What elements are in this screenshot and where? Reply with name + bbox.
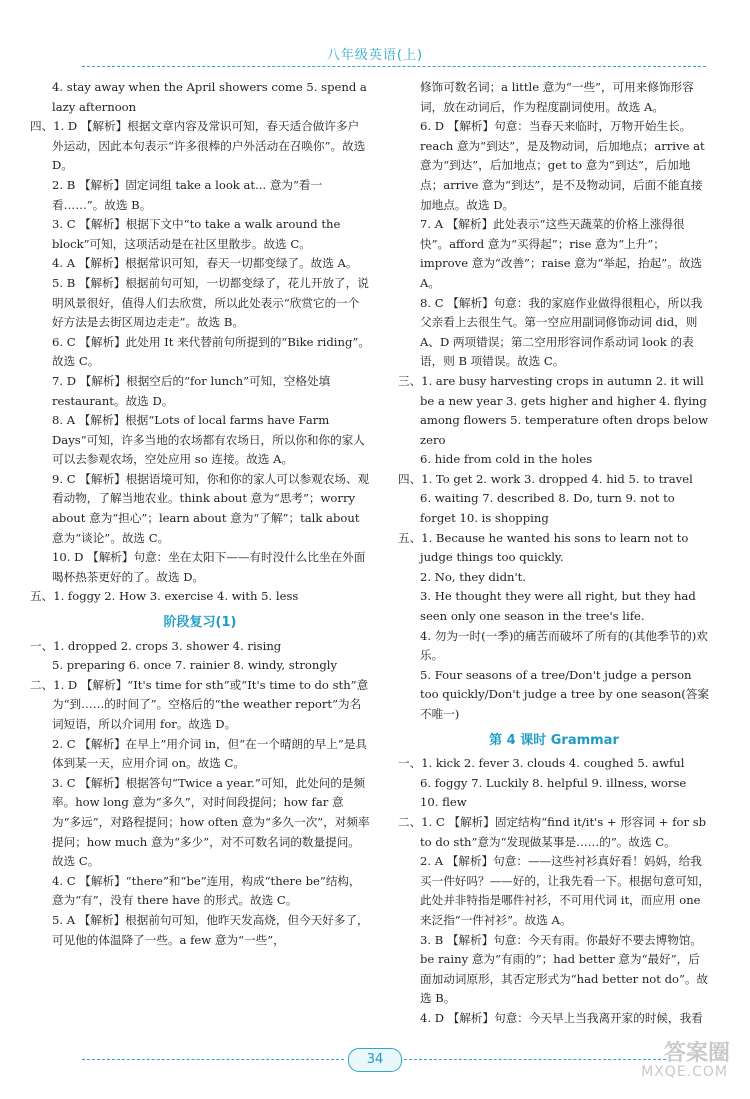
answer-item: 二、1. D 【解析】“It's time for sth”或“It's time to do sth”意为“到……的时间了”。空格后的“the weather report”为名词短语，所以介词用 for。故选 D。 bbox=[30, 677, 369, 731]
answer-item: 2. A 【解析】句意：——这些衬衫真好看！妈妈，给我买一件好吗？——好的，让我先看一下。根据句意可知，此处并非特指是哪件衬衫，不可用代词 it，而应用 one 来泛指“一件衬衫”。故选 A。 bbox=[420, 854, 710, 927]
answer-line: 4. stay away when the April showers come 5. spend a lazy afternoon bbox=[52, 80, 367, 114]
answer-line: 10. flew bbox=[420, 795, 467, 810]
left-column bbox=[30, 78, 370, 950]
answer-item: 7. D 【解析】根据空后的“for lunch”可知，空格处填 restaurant。故选 D。 bbox=[52, 373, 331, 408]
answer-item: 4. A 【解析】根据常识可知，春天一切都变绿了。故选 A。 bbox=[52, 256, 358, 271]
book-title: 八年级英语(上) bbox=[326, 48, 424, 63]
footer-divider-left bbox=[82, 1059, 344, 1060]
watermark-logo: 答案圈 bbox=[663, 1041, 730, 1066]
answer-item: 2. B 【解析】固定词组 take a look at... 意为“看一看……”。故选 B。 bbox=[52, 177, 323, 212]
answer-line: 四、1. To get 2. work 3. dropped 4. hid 5. to travel bbox=[398, 471, 693, 486]
answer-item: 2. C 【解析】在早上”用介词 in，但“在一个晴朗的早上”是具体到某一天，应用介词 on。故选 C。 bbox=[52, 736, 368, 771]
right-column bbox=[398, 78, 710, 1029]
section-heading: 第 4 课时 Grammar bbox=[489, 732, 619, 748]
page-number: 34 bbox=[348, 1048, 402, 1072]
answer-line: 一、1. dropped 2. crops 3. shower 4. rising bbox=[30, 638, 282, 653]
answer-item: 5. Four seasons of a tree/Don't judge a person too quickly/Don't judge a tree by one season(答案不唯一) bbox=[420, 667, 709, 721]
page-header bbox=[0, 0, 750, 70]
header-divider bbox=[82, 66, 706, 67]
answer-item: 7. A 【解析】此处表示“这些天蔬菜的价格上涨得很快”。afford 意为“买得起”；rise 意为“上升”；improve 意为“改善”；raise 意为“举起，抬起”。故选 A。 bbox=[420, 217, 703, 290]
answer-item: 3. C 【解析】根据下文中“to take a walk around the block”可知，这项活动是在社区里散步。故选 C。 bbox=[52, 217, 341, 251]
answer-item: 3. B 【解析】句意：今天有雨。你最好不要去博物馆。be rainy 意为“有雨的”；had better 意为“最好”，后面加动词原形，其否定形式为“had better not do”。故选 B。 bbox=[420, 932, 709, 1006]
watermark-url: MXQE.COM bbox=[641, 1064, 728, 1080]
answer-item: 6. D 【解析】句意：当春天来临时，万物开始生长。reach 意为“到达”，是及物动词，后加地点；arrive at 意为“到达”，后加地点；get to 意为“到达”，后加地点；arrive 意为“到达”，是不及物动词，后面不能直接加地点。故选 D。 bbox=[420, 119, 705, 212]
answer-item: 4. 勿为一时(一季)的痛苦而破坏了所有的(其他季节的)欢乐。 bbox=[420, 628, 708, 663]
answer-item: 4. C 【解析】“there”和“be”连用，构成“there be”结构，意为“有”，没有 there have 的形式。故选 C。 bbox=[52, 873, 361, 908]
answer-item: 5. A 【解析】根据前句可知，他昨天发高烧，但今天好多了，可见他的体温降了一些。a few 意为“一些”， bbox=[52, 912, 369, 947]
answer-item: 2. No, they didn't. bbox=[420, 569, 527, 584]
answer-line: 6. waiting 7. described 8. Do, turn 9. not to forget 10. is shopping bbox=[420, 491, 675, 526]
answer-item: 四、1. D 【解析】根据文章内容及常识可知，春天适合做许多户外运动，因此本句表示“许多很棒的户外活动在召唤你”。故选 D。 bbox=[30, 119, 366, 173]
section-heading: 阶段复习(1) bbox=[163, 615, 237, 631]
answer-item: 二、1. C 【解析】固定结构“find it/it's + 形容词 + for sb to do sth”意为“发现做某事是……的”。故选 C。 bbox=[398, 814, 707, 849]
answer-item: 3. He thought they were all right, but they had seen only one season in the tree's life. bbox=[420, 589, 696, 624]
answer-item: 6. C 【解析】此处用 It 来代替前句所提到的“Bike riding”。故选 C。 bbox=[52, 334, 370, 369]
answer-line: 五、1. foggy 2. How 3. exercise 4. with 5. less bbox=[30, 589, 299, 604]
answer-item: 4. D 【解析】句意：今天早上当我离开家的时候，我看 bbox=[420, 1010, 703, 1025]
answer-item: 3. C 【解析】根据答句“Twice a year.”可知，此处问的是频率。how long 意为“多久”，对时间段提问；how far 意为“多远”，对路程提问；how often 意为“多久一次”，对频率提问；how much 意为“多少”，对不可数名词的数量提问。故选 C。 bbox=[52, 775, 370, 869]
answer-item: 9. C 【解析】根据语境可知，你和你的家人可以参观农场、观看动物，了解当地农业。think about 意为“思考”；worry about 意为“担心”；learn about 意为“了解”；talk about 意为“谈论”。故选 C。 bbox=[52, 471, 370, 545]
answer-item: 10. D 【解析】句意：坐在太阳下——有时没什么比坐在外面喝杯热茶更好的了。故选 D。 bbox=[52, 550, 366, 584]
answer-item: 8. A 【解析】根据“Lots of local farms have Farm Days”可知，许多当地的农场都有农场日，所以你和你的家人可以去参观农场，空处应用 so 连接。故选 A。 bbox=[52, 413, 365, 467]
answer-item: 五、1. Because he wanted his sons to learn not to judge things too quickly. bbox=[398, 530, 689, 565]
answer-item: 8. C 【解析】句意：我的家庭作业做得很粗心，所以我父亲看上去很生气。第一空应用副词修饰动词 did，则 A、D 两项错误；第二空用形容词作系动词 look 的表语，则 B 项错误。故选 C。 bbox=[420, 295, 703, 369]
answer-item: 修饰可数名词；a little 意为“一些”，可用来修饰形容词，放在动词后，作为程度副词使用。故选 A。 bbox=[420, 80, 694, 114]
page-footer bbox=[0, 1040, 750, 1080]
footer-divider-right bbox=[404, 1059, 666, 1060]
answer-line: 6. foggy 7. Luckily 8. helpful 9. illness, worse bbox=[420, 775, 687, 790]
answer-line: 5. preparing 6. once 7. rainier 8. windy, strongly bbox=[52, 658, 338, 673]
answer-line: 三、1. are busy harvesting crops in autumn 2. it will be a new year 3. gets higher and higher 4. flying among flowers 5. temperature often drops below zero bbox=[398, 373, 709, 447]
answer-item: 5. B 【解析】根据前句可知，一切都变绿了，花儿开放了，说明风景很好，值得人们去欣赏，所以此处表示“欣赏它的一个好方法是去街区周边走走”。故选 B。 bbox=[52, 275, 369, 330]
answer-line: 一、1. kick 2. fever 3. clouds 4. coughed 5. awful bbox=[398, 756, 685, 771]
answer-line: 6. hide from cold in the holes bbox=[420, 452, 593, 467]
